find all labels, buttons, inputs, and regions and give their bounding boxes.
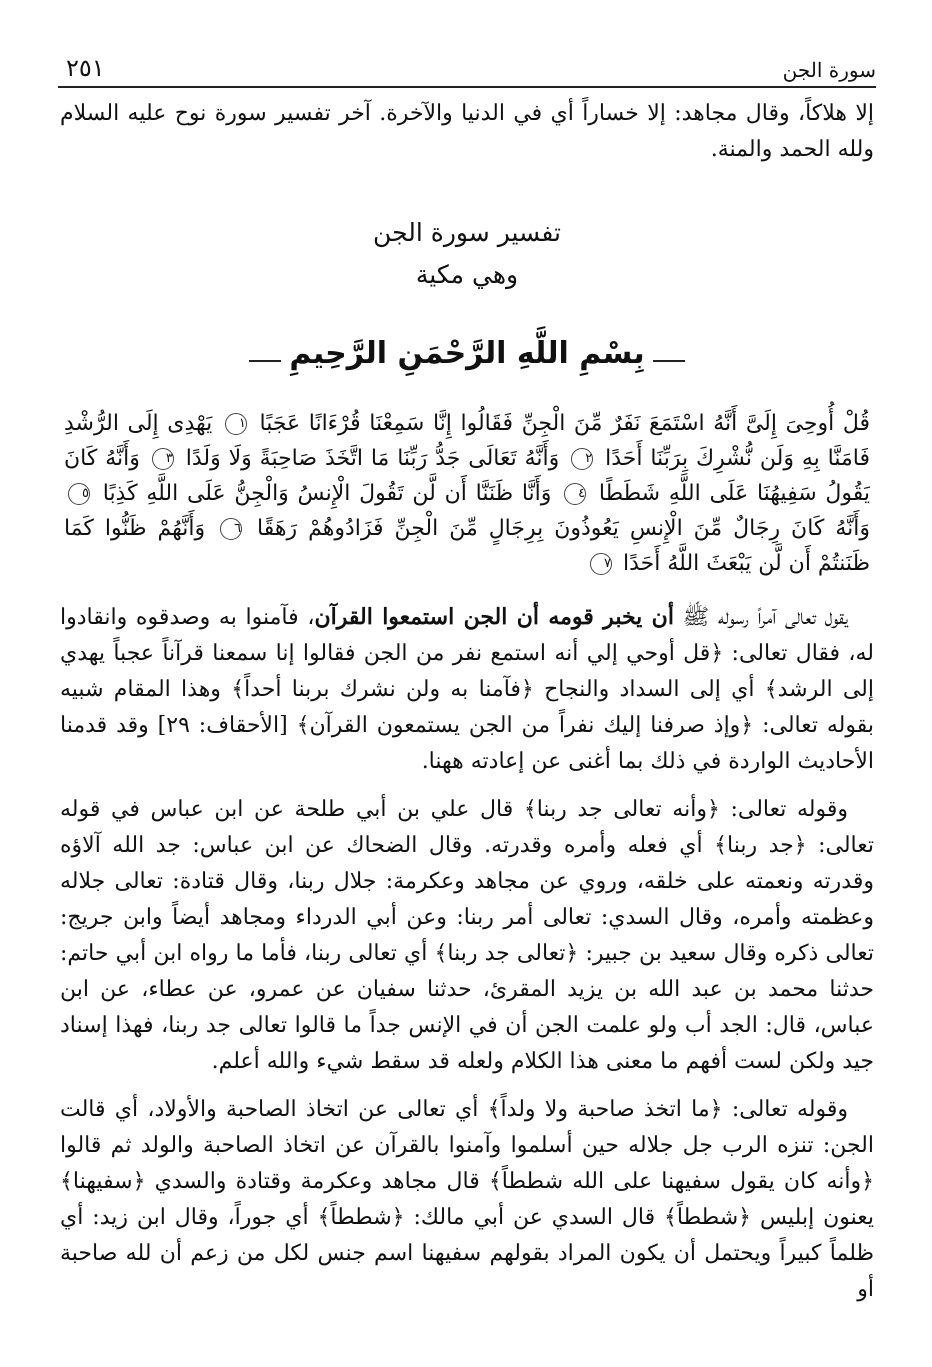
surah-title: تفسير سورة الجن: [373, 218, 561, 247]
ayah-number-marker: ٣: [152, 448, 174, 470]
commentary-paragraph-2: وقوله تعالى: ﴿وأنه تعالى جد ربنا﴾ قال علي بن أبي طلحة عن ابن عباس في قوله تعالى: ﴿جد ربنا﴾ أي فعله وأمره وقدرته. وقال الضحاك عن ابن عباس: جد الله آلاؤه وقدرته ونعمته على خلقه، وروي عن مجاهد وعكرمة: جلال ربنا، وقال قتادة: تعالى جلاله وعظمته وأمره، وقال السدي: تعالى أمر ربنا: وعن أبي الدرداء ومجاهد أيضاً وابن جريج: تعالى ذكره وقال سعيد بن جبير: ﴿تعالى جد ربنا﴾ أي تعالى ربنا، فأما ما رواه ابن أبي حاتم: حدثنا محمد بن عبد الله بن يزيد المقرئ، حدثنا سفيان عن عمرو، عن عطاء، عن ابن عباس، قال: الجد أب ولو علمت الجن أن في الإنس جداً ما قالوا تعالى جد ربنا، فهذا إسناد جيد ولكن لست أفهم ما معنى هذا الكلام ولعله قد سقط شيء والله أعلم.: [60, 797, 874, 1074]
page-number: ٢٥١: [66, 54, 105, 82]
surah-subtitle: وهي مكية: [415, 260, 519, 289]
intro-paragraph: إلا هلاكاً، وقال مجاهد: إلا خساراً أي في الدنيا والآخرة. آخر تفسير سورة نوح عليه السلام ولله الحمد والمنة.: [60, 101, 874, 162]
verse-text: وَأَنَّهُ كَانَ رِجَالٌ مِّنَ الْإِنسِ يَعُوذُونَ بِرِجَالٍ مِّنَ الْجِنِّ فَزَادُوهُمْ رَهَقًا: [257, 516, 870, 541]
ayah-number-marker: ٥: [68, 483, 90, 505]
surah-heading: [58, 212, 876, 296]
verse-text: يَهْدِى إِلَى الرُّشْدِ فَامَنَّا بِهِ وَلَن نُّشْرِكَ بِرَبِّنَا أَحَدًا: [64, 411, 871, 471]
commentary-paragraph-1: [58, 599, 876, 780]
paragraph-lead: يقول تعالى آمراً رسوله ﷺ: [682, 605, 848, 630]
ayah-number-marker: ١: [225, 413, 247, 435]
verse-text: وَأَنَّهُمْ ظَنُّوا كَمَا ظَنَنتُمْ أَن لَّن يَبْعَثَ اللَّهُ أَحَدًا: [64, 516, 870, 576]
ayah-number-marker: ٧: [590, 553, 612, 575]
ayah-number-marker: ٢: [571, 448, 593, 470]
ayah-number-marker: ٦: [220, 518, 242, 540]
verse-text: وَأَنَّهُ تَعَالَى جَدُّ رَبِّنَا مَا اتَّخَذَ صَاحِبَةً وَلَا وَلَدًا: [185, 446, 560, 471]
verse-text: قُلْ أُوحِىَ إِلَىَّ أَنَّهُ اسْتَمَعَ نَفَرٌ مِّنَ الْجِنِّ فَقَالُوا إِنَّا سَمِعْنَا قُرْءَانًا عَجَبًا: [259, 411, 871, 436]
header-title: سورة الجن: [782, 58, 876, 82]
ayah-number-marker: ٤: [564, 483, 586, 505]
page: [58, 52, 876, 1352]
paragraph-rest: ، فآمنوا به وصدقوه وانقادوا له، فقال تعالى: ﴿قل أوحي إلي أنه استمع نفر من الجن فقالوا إنا سمعنا قرآناً عجباً يهدي إلى الرشد﴾ أي إلى السداد والنجاح ﴿فآمنا به ولن نشرك بربنا أحداً﴾ وهذا المقام شبيه بقوله تعالى: ﴿وإذ صرفنا إليك نفراً من الجن يستمعون القرآن﴾ [الأحقاف: ٢٩] وقد قدمنا الأحاديث الواردة في ذلك بما أغنى عن إعادته ههنا.: [60, 605, 874, 774]
verse-text: وَأَنَّا ظَنَنَّا أَن لَّن تَقُولَ الْإِنسُ وَالْجِنُّ عَلَى اللَّهِ كَذِبًا: [102, 481, 552, 506]
basmala: بِسْمِ اللَّهِ الرَّحْمَنِ الرَّحِيمِ: [249, 336, 684, 371]
paragraph-lead-bold: أن يخبر قومه أن الجن استمعوا القرآن: [314, 604, 674, 630]
running-header: [58, 52, 876, 88]
verse-text: وَأَنَّهُ كَانَ يَقُولُ سَفِيهُنَا عَلَى اللَّهِ شَطَطًا: [64, 446, 870, 506]
quran-verses: [58, 406, 876, 581]
basmala-ornament: [58, 336, 876, 380]
commentary-paragraph-3: وقوله تعالى: ﴿ما اتخذ صاحبة ولا ولداً﴾ أي تعالى عن اتخاذ الصاحبة والأولاد، أي قالت الجن: تنزه الرب جل جلاله حين أسلموا وآمنوا بالقرآن عن اتخاذ الصاحبة والولد ثم قالوا ﴿وأنه كان يقول سفيهنا على الله شططاً﴾ قال مجاهد وعكرمة وقتادة والسدي ﴿سفيهنا﴾ يعنون إبليس ﴿شططاً﴾ قال السدي عن أبي مالك: ﴿شططاً﴾ أي جوراً، وقال ابن زيد: أي ظلماً كبيراً ويحتمل أن يكون المراد بقولهم سفيهنا اسم جنس لكل من زعم أن لله صاحبة أو: [60, 1097, 874, 1302]
